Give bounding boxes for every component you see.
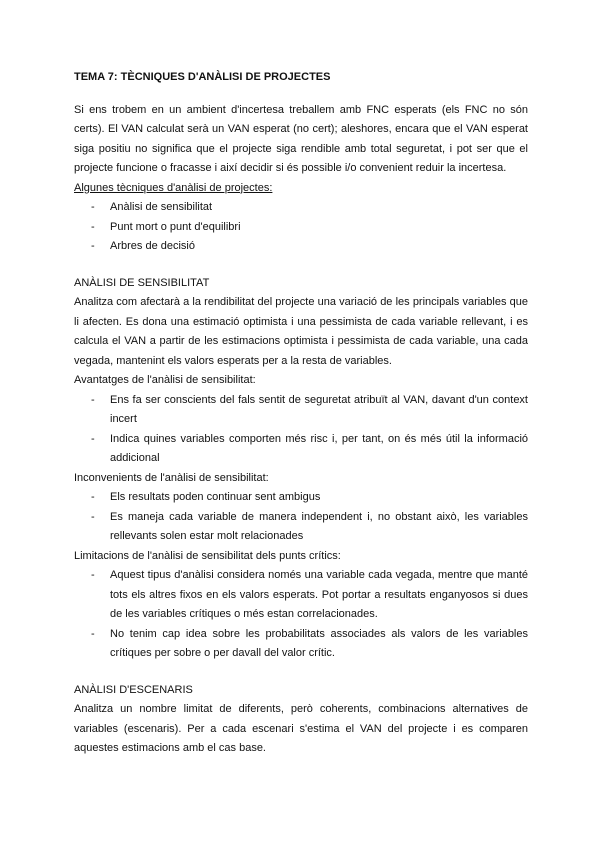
list-item: - Arbres de decisió: [91, 240, 195, 252]
list-item: - No tenim cap idea sobre les probabilitats associades als valors de les variables crítiques per sobre o per davall del valor crític.: [91, 627, 528, 659]
section-heading: ANÀLISI D'ESCENARIS: [74, 683, 193, 696]
limits-label: Limitacions de l'anàlisi de sensibilitat dels punts crítics:: [74, 549, 341, 562]
document-page: [74, 68, 528, 759]
scenarios-paragraph: Analitza un nombre limitat de diferents, però coherents, combinacions alternatives de variables (escenaris). Per a cada escenari s'estima el VAN del projecte i es comparen aquestes estimacions amb el cas base.: [74, 703, 528, 754]
advantages-label: Avantatges de l'anàlisi de sensibilitat:: [74, 374, 256, 386]
list-item: - Indica quines variables comporten més risc i, per tant, on és més útil la informació addicional: [91, 432, 528, 464]
techniques-list: [74, 198, 528, 257]
list-item: - Aquest tipus d'anàlisi considera només una variable cada vegada, mentre que manté tots els altres fixos en els valors esperats. Pot portar a resultats enganyosos si dues de les variables crítiques o més estan correlacionades.: [91, 569, 528, 620]
limits-list: [74, 566, 528, 664]
list-item: - Punt mort o punt d'equilibri: [91, 220, 241, 233]
section-heading: ANÀLISI DE SENSIBILITAT: [74, 276, 210, 289]
document-title: TEMA 7: TÈCNIQUES D'ANÀLISI DE PROJECTES: [74, 71, 331, 83]
advantages-list: [74, 391, 528, 469]
sensitivity-paragraph: Analitza com afectarà a la rendibilitat del projecte una variació de les principals variables que li afecten. Es dona una estimació optimista i una pessimista de cada variable rellevant, i es calcula el VAN a partir de les estimacions optimista i pessimista de cada variable, una cada vegada, mantenint els valors esperats per a la resta de variables.: [74, 296, 528, 367]
techniques-heading: Algunes tècniques d'anàlisi de projectes:: [74, 181, 273, 194]
drawbacks-list: [74, 488, 528, 547]
list-item: - Ens fa ser conscients del fals sentit de seguretat atribuït al VAN, davant d'un context incert: [91, 393, 528, 425]
intro-paragraph: Si ens trobem en un ambient d'incertesa treballem amb FNC esperats (els FNC no són certs). El VAN calculat serà un VAN esperat (no cert); aleshores, encara que el VAN esperat siga positiu no significa que el projecte siga rendible amb total seguretat, i pot ser que el projecte funcione o fracasse i així decidir si és possible i/o convenient reduir la incertesa.: [74, 103, 528, 174]
list-item: - Els resultats poden continuar sent ambigus: [91, 491, 321, 503]
list-item: - Anàlisi de sensibilitat: [91, 201, 213, 213]
drawbacks-label: Inconvenients de l'anàlisi de sensibilitat:: [74, 471, 269, 484]
list-item: - Es maneja cada variable de manera independent i, no obstant això, les variables rellevants solen estar molt relacionades: [91, 510, 528, 542]
